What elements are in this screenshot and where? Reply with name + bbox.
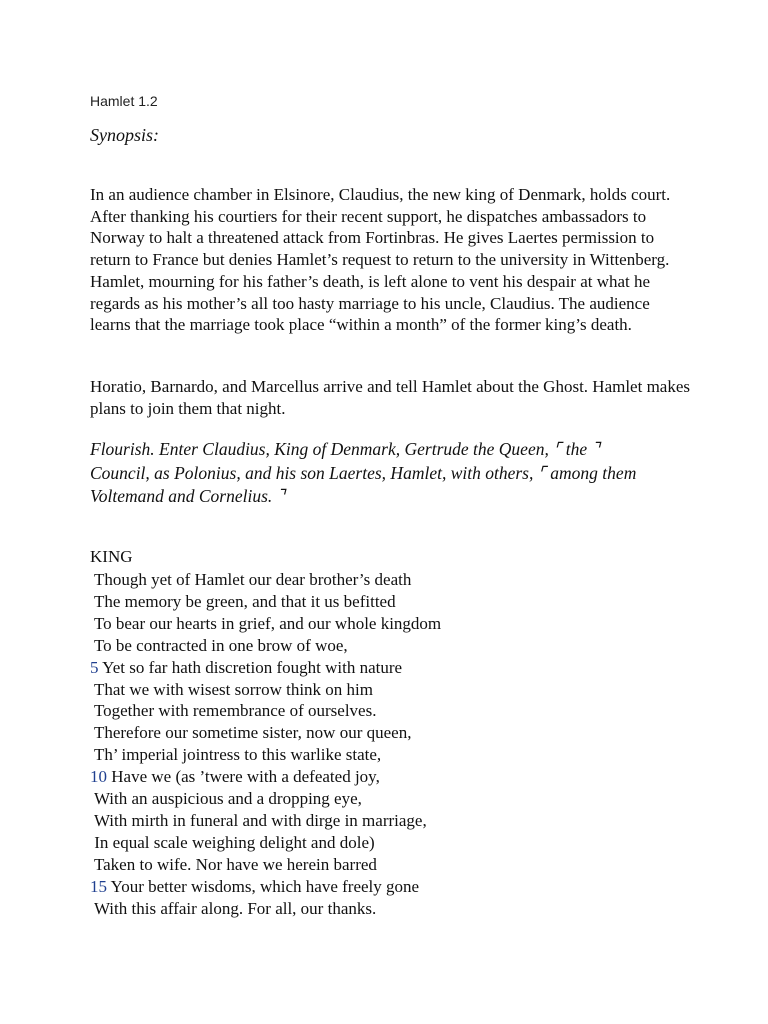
line-text: Yet so far hath discretion fought with nature: [98, 657, 403, 677]
verse-lines: [90, 569, 690, 920]
line-number: 5: [90, 657, 99, 677]
speaker-name: KING: [90, 547, 133, 566]
line-number: 15: [90, 876, 107, 896]
line-text: Th’ imperial jointress to this warlike state,: [90, 745, 382, 765]
line-text: With mirth in funeral and with dirge in marriage,: [90, 810, 427, 830]
synopsis-paragraph-2: Horatio, Barnardo, and Marcellus arrive and tell Hamlet about the Ghost. Hamlet makes plans to join them that night.: [90, 377, 691, 418]
line-text: That we with wisest sorrow think on him: [90, 679, 373, 699]
verse-line: [90, 832, 690, 854]
line-text: Your better wisdoms, which have freely gone: [107, 876, 420, 896]
line-text: Therefore our sometime sister, now our queen,: [90, 723, 412, 743]
line-text: To be contracted in one brow of woe,: [90, 635, 348, 655]
verse-line: [90, 700, 690, 722]
line-number: 10: [90, 767, 107, 787]
line-text: In equal scale weighing delight and dole): [90, 832, 375, 852]
verse-line: [90, 744, 690, 766]
page-header: Hamlet 1.2: [90, 93, 158, 109]
verse-line: [90, 591, 690, 613]
line-text: Have we (as ’twere with a defeated joy,: [107, 767, 380, 787]
verse-line: [90, 679, 690, 701]
verse-line: [90, 722, 690, 744]
synopsis-paragraph-1: In an audience chamber in Elsinore, Claudius, the new king of Denmark, holds court. After thanking his courtiers for their recent support, he dispatches ambassadors to Norway to halt a threatened attack from Fortinbras. He gives Laertes permission to return to France but denies Hamlet’s request to return to the university in Wittenberg. Hamlet, mourning for his father’s death, is left alone to vent his despair at what he regards as his mother’s all too hasty marriage to his uncle, Claudius. The audience learns that the marriage took place “within a month” of the former king’s death.: [90, 185, 671, 335]
verse-line: [90, 613, 690, 635]
line-text: To bear our hearts in grief, and our whole kingdom: [90, 613, 442, 633]
verse-line: [90, 635, 690, 657]
verse-line: [90, 569, 690, 591]
verse-line: [90, 657, 690, 679]
line-text: The memory be green, and that it us befitted: [90, 591, 396, 611]
verse-line: [90, 898, 690, 920]
line-text: Though yet of Hamlet our dear brother’s death: [90, 570, 412, 589]
line-text: With this affair along. For all, our thanks.: [90, 898, 377, 918]
stage-direction: Flourish. Enter Claudius, King of Denmark, Gertrude the Queen, ⌜ the ⌝ Council, as Polonius, and his son Laertes, Hamlet, with others, ⌜ among them Voltemand and Cornelius. ⌝: [90, 439, 637, 506]
synopsis-heading: Synopsis:: [90, 125, 159, 145]
verse-line: [90, 876, 690, 898]
verse-line: [90, 810, 690, 832]
line-text: Together with remembrance of ourselves.: [90, 701, 377, 721]
line-text: Taken to wife. Nor have we herein barred: [90, 854, 377, 874]
verse-line: [90, 788, 690, 810]
line-text: With an auspicious and a dropping eye,: [90, 789, 362, 809]
verse-line: [90, 766, 690, 788]
verse-line: [90, 854, 690, 876]
